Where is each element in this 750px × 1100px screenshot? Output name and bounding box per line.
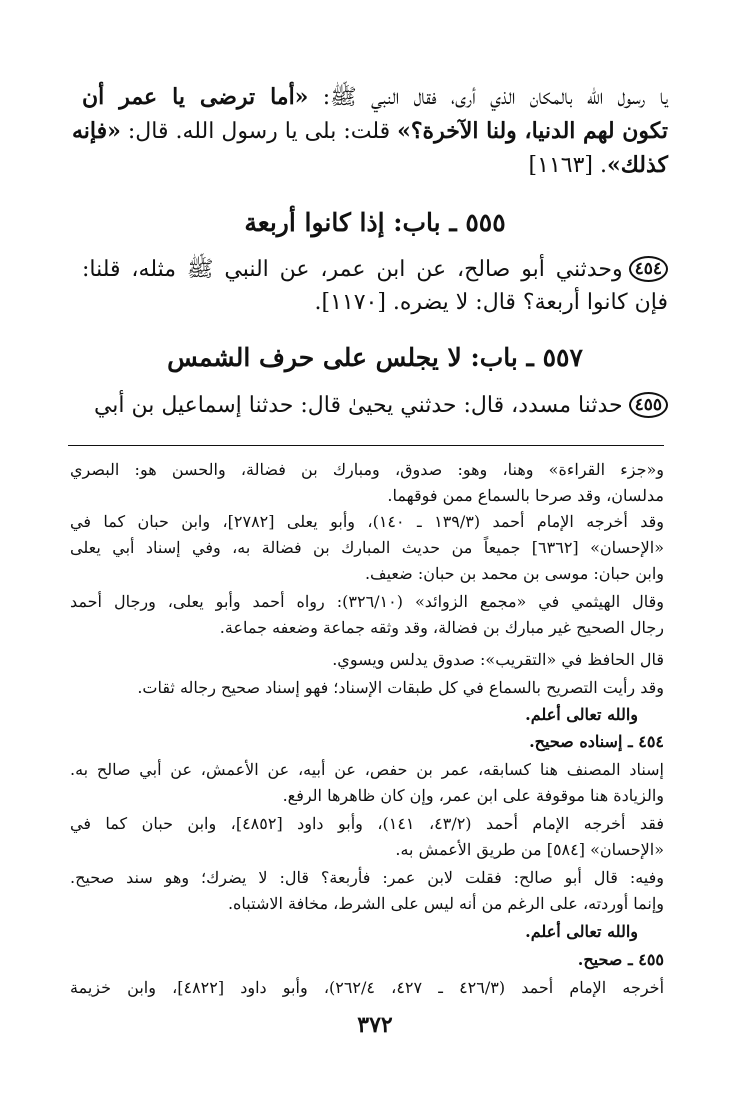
closing-phrase <box>78 922 638 941</box>
footnote-line: «الإحسان» [٥٨٤] من طريق الأعمش به. <box>395 840 664 859</box>
footnote-line: وابن حبان: موسى بن محمد بن حبان: ضعيف. <box>364 564 664 583</box>
main-line-2 <box>71 118 668 145</box>
footnote-line: فقد أخرجه الإمام أحمد (٤٣/٢، ١٤١)، وأبو داود [٤٨٥٢]، وابن حبان كما في <box>70 814 664 833</box>
text-segment: فإن كانوا أربعة؟ قال: لا يضره. [١١٧٠]. <box>314 290 668 315</box>
main-line-6 <box>82 392 668 419</box>
chapter-heading: ٥٥٧ ـ باب: لا يجلس على حرف الشمس <box>167 343 583 372</box>
hadith-number-badge: ٤٥٥ <box>629 392 668 418</box>
footnote-line: أخرجه الإمام أحمد (٤٢٦/٣ ـ ٤٢٧، ٢٦٢/٤)، وأبو داود [٤٨٢٢]، وابن خزيمة <box>70 978 665 997</box>
footnote-line: وفيه: قال أبو صالح: فقلت لابن عمر: فأربعة؟ قال: لا يضرك؛ وهو سند صحيح. <box>70 868 664 887</box>
closing-phrase <box>78 705 638 724</box>
text-segment: يا رسول الله بالمكان الذي أرى، فقال النبي ﷺ: <box>308 85 668 110</box>
chapter-heading: ٥٥٥ ـ باب: إذا كانوا أربعة <box>244 208 506 237</box>
footnote-line: وإنما أوردته، على الرغم من أنه ليس على الشرط، مخافة الاشتباه. <box>227 894 664 913</box>
footnote-heading-455 <box>70 950 664 969</box>
footnote-line: والزيادة هنا موقوفة على ابن عمر، وإن كان ظاهرها الرفع. <box>282 786 664 805</box>
hadith-number-badge: ٤٥٤ <box>629 256 668 282</box>
footnote-line: قال الحافظ في «التقريب»: صدوق يدلس ويسوي. <box>332 650 664 669</box>
main-line-5 <box>82 290 668 316</box>
main-line-1 <box>82 84 668 111</box>
footnote-divider <box>68 445 664 446</box>
footnote-heading-text: ٤٥٤ ـ إسناده صحيح. <box>529 732 664 751</box>
main-line-3 <box>82 152 668 179</box>
footnote-line: وقد رأيت التصريح بالسماع في كل طبقات الإسناد؛ فهو إسناد صحيح رجاله ثقات. <box>137 678 664 697</box>
footnote-line: و«جزء القراءة» وهنا، وهو: صدوق، ومبارك بن فضالة، والحسن هو: البصري <box>70 460 664 479</box>
page-number: ٣٧٢ <box>357 1012 393 1038</box>
footnote-heading-454 <box>70 732 664 751</box>
hadith-quote: «أما ترضى يا عمر أن <box>82 84 309 110</box>
footnote-line: «الإحسان» [٦٣٦٢] جميعاً من حديث المبارك بن فضالة به، وفي إسناد أبي يعلى <box>70 538 665 557</box>
footnote-line: إسناد المصنف هنا كسابقه، عمر بن حفص، عن أبيه، عن الأعمش، عن أبي صالح به. <box>70 760 664 779</box>
footnote-line: وقد أخرجه الإمام أحمد (١٣٩/٣ ـ ١٤٠)، وأبو يعلى [٢٧٨٢]، وابن حبان كما في <box>70 512 665 531</box>
hadith-quote: تكون لهم الدنيا، ولنا الآخرة؟» <box>397 118 668 144</box>
text-segment: قلت: بلى يا رسول الله. قال: <box>120 119 398 144</box>
hadith-quote: «فإنه <box>71 118 121 144</box>
closing-text: والله تعالى أعلم. <box>525 922 638 941</box>
hadith-quote: كذلك» <box>606 152 668 178</box>
footnote-line: وقال الهيثمي في «مجمع الزوائد» (٣٢٦/١٠): رواه أحمد وأبو يعلى، ورجال أحمد <box>70 592 664 611</box>
text-segment: وحدثني أبو صالح، عن ابن عمر، عن النبي ﷺ مثله، قلنا: <box>82 257 623 282</box>
footnote-line: مدلسان، وقد صرحا بالسماع ممن فوقهما. <box>387 486 664 505</box>
main-line-4 <box>82 256 668 283</box>
text-segment: حدثنا مسدد، قال: حدثني يحيىٰ قال: حدثنا إسماعيل بن أبي <box>93 393 623 418</box>
footnote-heading-text: ٤٥٥ ـ صحيح. <box>577 950 664 969</box>
footnote-line: رجال الصحيح غير مبارك بن فضالة، وقد وثقه جماعة وضعفه جماعة. <box>219 618 664 637</box>
text-segment: . [١١٦٣] <box>528 153 607 178</box>
closing-text: والله تعالى أعلم. <box>525 705 638 724</box>
